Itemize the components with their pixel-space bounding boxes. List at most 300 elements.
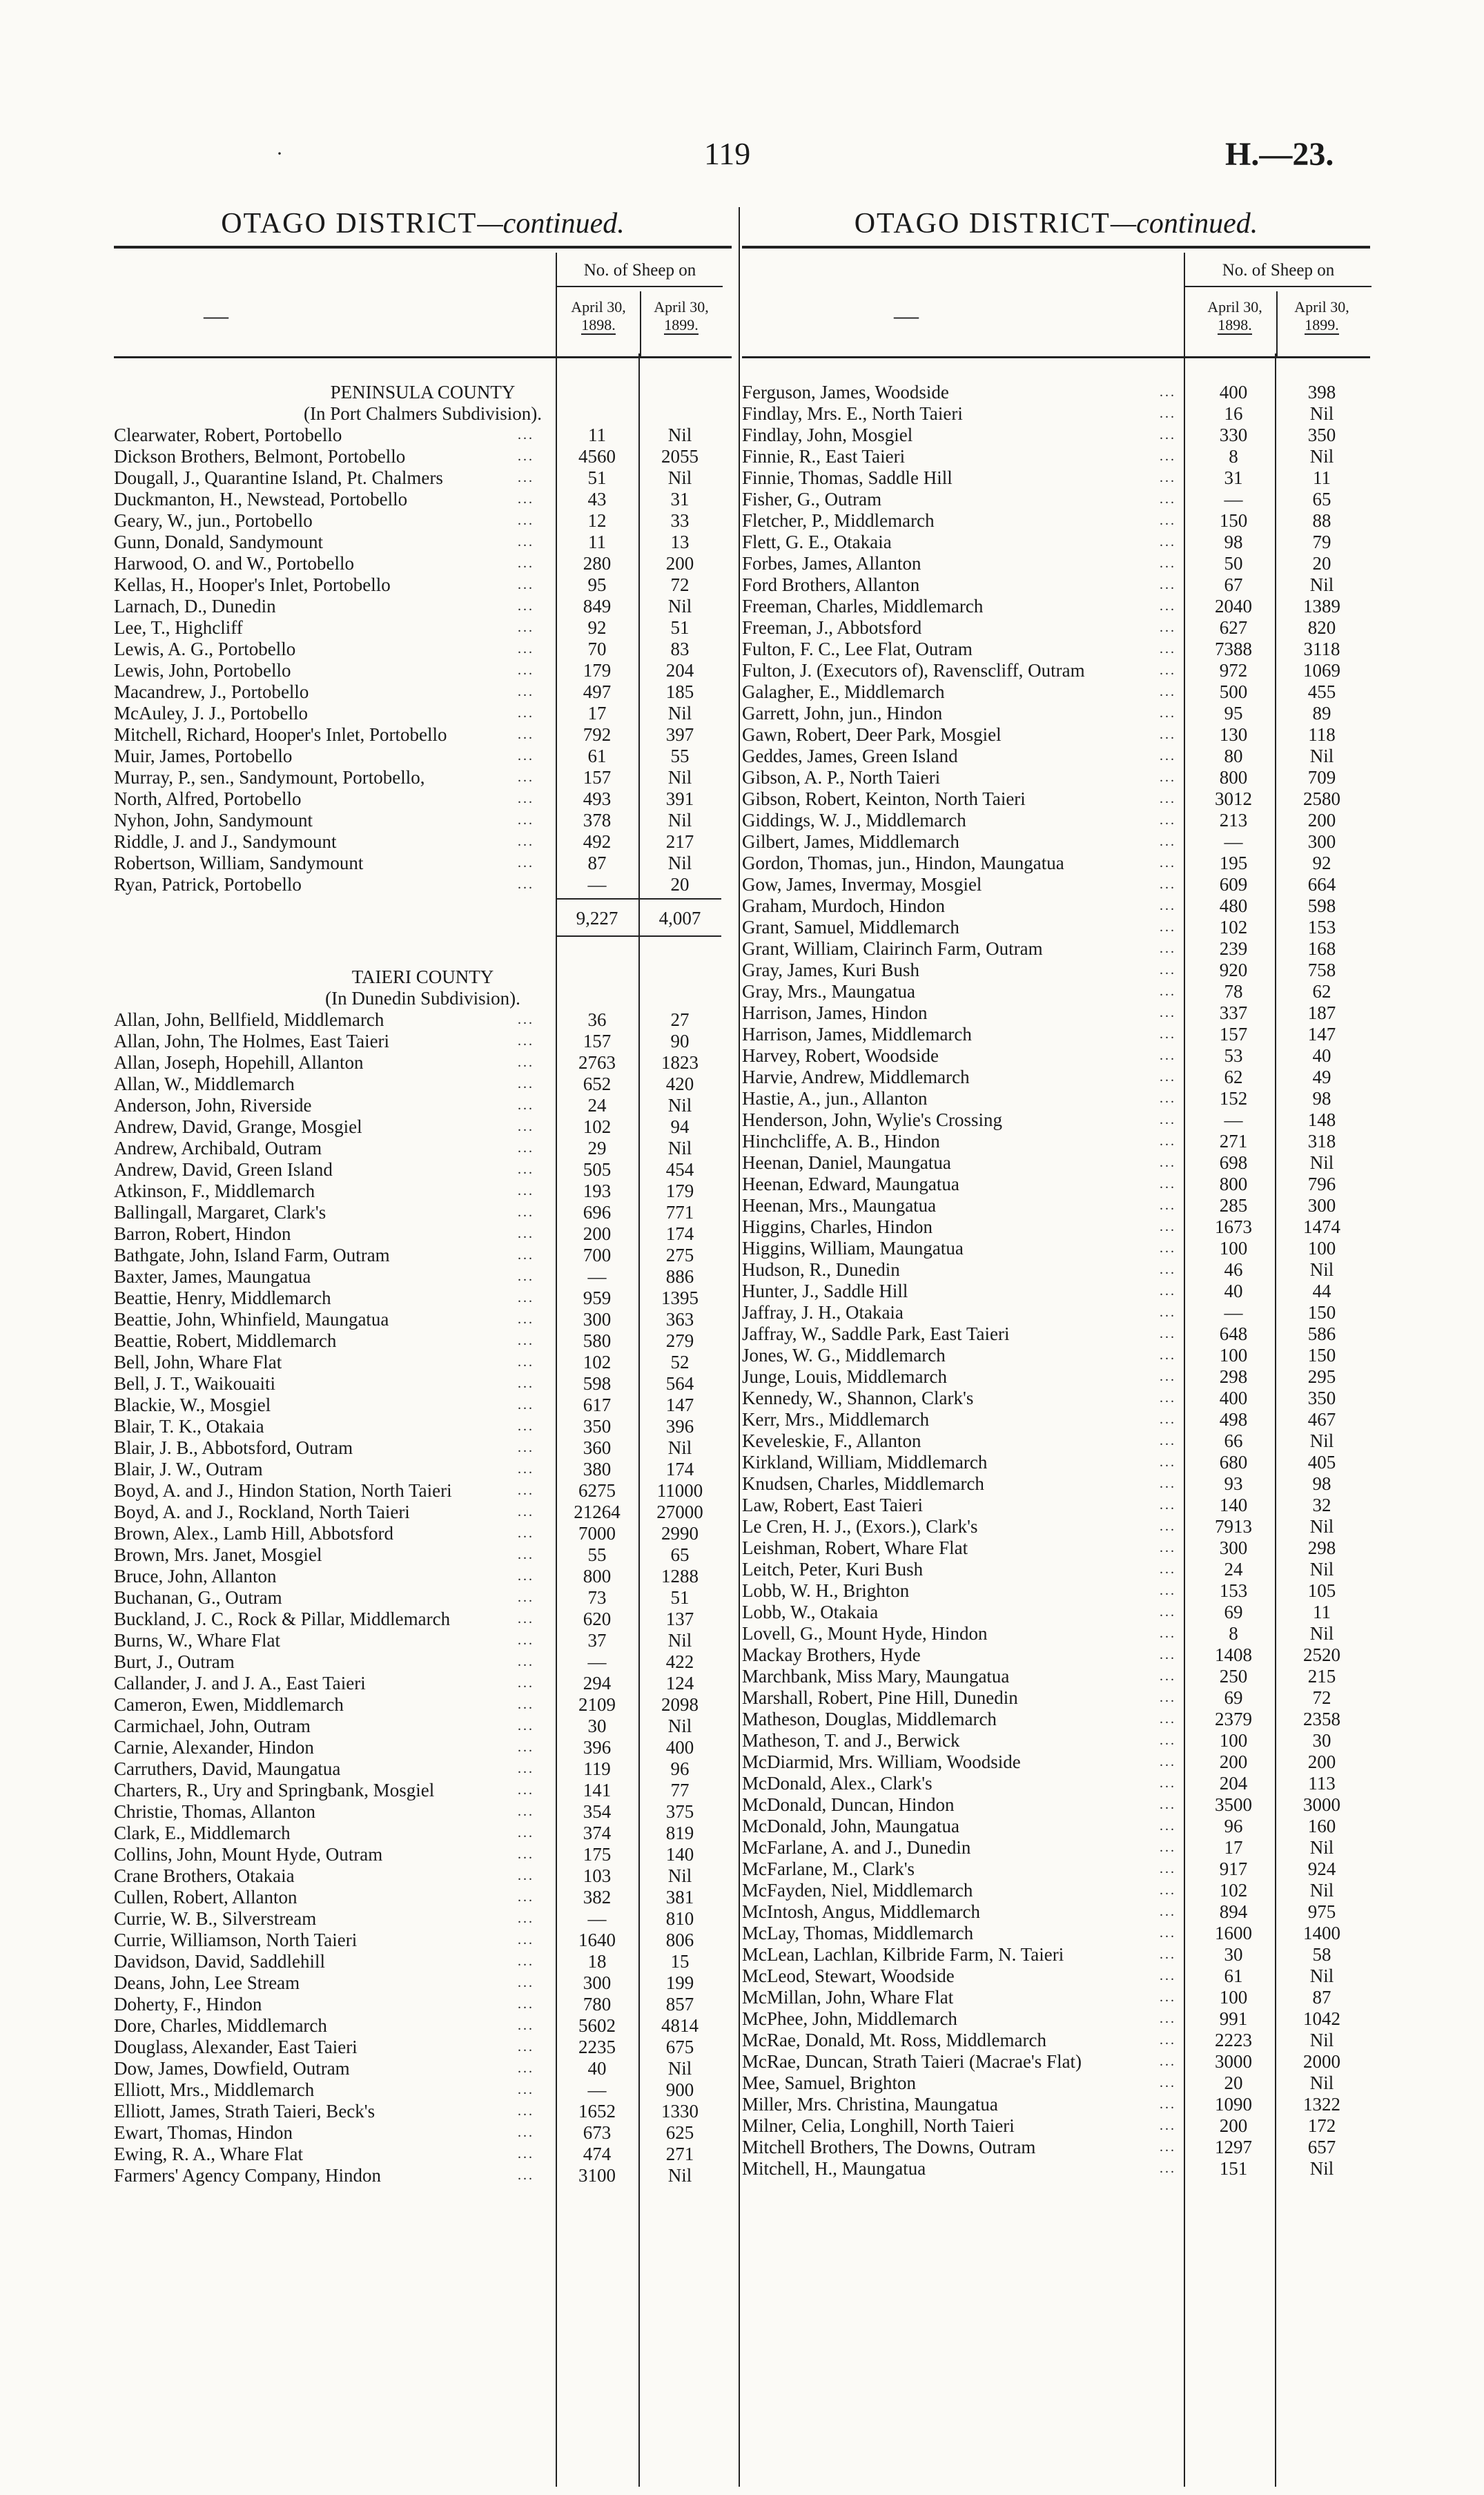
owner-name: Burt, J., Outram [114,1651,235,1672]
leader-dots: ... [518,1119,534,1134]
leader-dots: ... [1160,1155,1176,1170]
sheep-1898: 20 [1224,2072,1243,2093]
sheep-1899: Nil [1309,1516,1334,1537]
owner-name: Fulton, J. (Executors of), Ravenscliff, Outram [742,660,1085,681]
sheep-1899: 32 [1312,1495,1331,1515]
total-1899: 4,007 [658,908,701,929]
owner-name: Allan, Joseph, Hopehill, Allanton [114,1052,364,1073]
leader-dots: ... [1160,706,1176,721]
owner-name: Harvey, Robert, Woodside [742,1045,939,1066]
sheep-1898: 93 [1224,1473,1243,1494]
sheep-1899: Nil [1309,1430,1334,1451]
right-column [742,207,1370,2180]
leader-dots: ... [1160,813,1176,828]
owner-name: Marshall, Robert, Pine Hill, Dunedin [742,1687,1018,1708]
owner-name: Lewis, John, Portobello [114,660,291,681]
leader-dots: ... [1160,791,1176,806]
sheep-count-title: No. of Sheep on [557,261,723,287]
sheep-1899: Nil [667,1630,692,1651]
owner-name: Gibson, A. P., North Taieri [742,767,941,788]
leader-dots: ... [518,1526,534,1541]
sheep-1898: 298 [1219,1366,1248,1387]
sheep-1898: 280 [583,553,612,574]
sheep-1899: 300 [1307,831,1336,852]
leader-dots: ... [1160,1647,1176,1662]
sheep-1899: Nil [1309,446,1334,467]
sheep-1899: 79 [1312,532,1331,552]
sheep-1899: Nil [1309,1559,1334,1580]
owner-name: Blair, T. K., Otakaia [114,1416,264,1437]
sheep-1898: 80 [1224,746,1243,766]
sheep-1898: 2040 [1215,596,1252,617]
sheep-1898: 70 [587,639,607,659]
leader-dots: ... [518,1162,534,1177]
sheep-1898: 396 [583,1737,612,1758]
sheep-1899: 2520 [1303,1644,1340,1665]
owner-name: Grant, William, Clairinch Farm, Outram [742,938,1043,959]
sheep-1899: 200 [1307,1751,1336,1772]
leader-dots: ... [1160,2097,1176,2112]
owner-name: Heenan, Mrs., Maungatua [742,1195,937,1216]
sheep-1899: 11 [1313,1602,1331,1622]
sheep-1899: 467 [1307,1409,1336,1430]
leader-dots: ... [518,556,534,571]
owner-name: Fletcher, P., Middlemarch [742,510,935,531]
owner-name: Riddle, J. and J., Sandymount [114,831,337,852]
sheep-1899: 3118 [1303,639,1340,659]
owner-name: Gibson, Robert, Keinton, North Taieri [742,788,1026,809]
owner-name: Leitch, Peter, Kuri Bush [742,1559,924,1580]
leader-dots: ... [518,2039,534,2055]
sheep-1899: 92 [1312,853,1331,873]
owner-name: Ewing, R. A., Whare Flat [114,2144,303,2164]
sheep-1898: 46 [1224,1259,1243,1280]
sheep-1899: 2055 [661,446,699,467]
leader-dots: ... [1160,1669,1176,1684]
owner-name: Harvie, Andrew, Middlemarch [742,1067,970,1087]
leader-dots: ... [518,1847,534,1862]
sheep-1898: — [587,1908,607,1929]
sheep-1898: 294 [583,1673,612,1693]
sheep-1899: 147 [665,1395,694,1415]
sheep-1899: 381 [665,1887,694,1907]
leader-dots: ... [518,1333,534,1348]
sheep-1898: 1090 [1215,2094,1252,2115]
leader-dots: ... [518,1740,534,1755]
sheep-1898: 100 [1219,1730,1248,1751]
sheep-1899: 72 [670,574,690,595]
sheep-1899: 758 [1307,960,1336,980]
leader-dots: ... [1160,1326,1176,1341]
owner-name: Kennedy, W., Shannon, Clark's [742,1388,974,1408]
owner-name: Andrew, David, Green Island [114,1159,333,1180]
sheep-1898: 7000 [578,1523,616,1544]
leader-dots: ... [1160,1797,1176,1812]
sheep-1898: 193 [583,1181,612,1201]
leader-dots: ... [1160,385,1176,400]
sheep-1898: 18 [587,1951,607,1972]
leader-dots: ... [518,2082,534,2097]
sheep-1898: 374 [583,1823,612,1843]
sheep-1898: 95 [1224,703,1243,724]
sheep-1898: 680 [1219,1452,1248,1473]
sheep-1898: 66 [1224,1430,1243,1451]
sheep-1898: 213 [1219,810,1248,831]
sheep-1899: Nil [1309,574,1334,595]
sheep-1899: 33 [670,510,690,531]
sheep-1898: 102 [1219,1880,1248,1901]
col-1898-header: April 30, 1898. [571,298,626,333]
owner-name: Kirkland, William, Middlemarch [742,1452,988,1473]
owner-name: Matheson, Douglas, Middlemarch [742,1709,997,1729]
sheep-1899: Nil [1309,403,1334,424]
sheep-1898: 200 [583,1223,612,1244]
leader-dots: ... [518,1590,534,1605]
leader-dots: ... [1160,556,1176,571]
sheep-1898: 30 [1224,1944,1243,1965]
sheep-1898: 500 [1219,681,1248,702]
sheep-1899: 279 [665,1330,694,1351]
sheep-1898: 673 [583,2122,612,2143]
sheep-1899: Nil [667,596,692,617]
sheep-1898: 696 [583,1202,612,1223]
sheep-1899: Nil [667,1865,692,1886]
sheep-1898: 300 [583,1972,612,1993]
sheep-1898: 2223 [1215,2030,1252,2050]
owner-name: Mitchell, H., Maungatua [742,2158,926,2179]
owner-name: Andrew, David, Grange, Mosgiel [114,1116,362,1137]
sheep-1899: 363 [665,1309,694,1330]
leader-dots: ... [518,1761,534,1776]
sheep-1898: 175 [583,1844,612,1865]
owner-name: Mee, Samuel, Brighton [742,2072,916,2093]
sheep-1899: 2580 [1303,788,1340,809]
sheep-1898: 1297 [1215,2137,1252,2157]
leader-dots: ... [1160,1134,1176,1149]
owner-name: Collins, John, Mount Hyde, Outram [114,1844,383,1865]
leader-dots: ... [518,1483,534,1498]
sheep-1898: 150 [1219,510,1248,531]
owner-name: Farmers' Agency Company, Hindon [114,2165,382,2186]
owner-name: Marchbank, Miss Mary, Maungatua [742,1666,1010,1687]
owner-name: McDiarmid, Mrs. William, Woodside [742,1751,1021,1772]
owner-name: Fulton, F. C., Lee Flat, Outram [742,639,973,659]
owner-name: McRae, Donald, Mt. Ross, Middlemarch [742,2030,1046,2050]
leader-dots: ... [518,641,534,657]
owner-name: Higgins, William, Maungatua [742,1238,964,1259]
leader-dots: ... [518,599,534,614]
leader-dots: ... [518,834,534,849]
sheep-1899: 49 [1312,1067,1331,1087]
leader-dots: ... [1160,984,1176,999]
sheep-1898: — [587,1651,607,1672]
sheep-1898: 102 [1219,917,1248,938]
owner-name: Milner, Celia, Longhill, North Taieri [742,2115,1015,2136]
sheep-1899: 20 [670,874,690,895]
sheep-1898: 31 [1224,467,1243,488]
sheep-1899: 118 [1308,724,1336,745]
leader-dots: ... [1160,1583,1176,1598]
leader-dots: ... [518,813,534,828]
sheep-1898: 78 [1224,981,1243,1002]
leader-dots: ... [1160,1091,1176,1106]
leader-dots: ... [518,1611,534,1627]
sheep-1898: 2109 [578,1694,616,1715]
col-1898-header: April 30, 1898. [1207,298,1262,333]
leader-dots: ... [1160,1348,1176,1363]
leader-dots: ... [1160,2075,1176,2090]
leader-dots: ... [518,1697,534,1712]
sheep-1899: 200 [1307,810,1336,831]
sheep-1899: Nil [1309,1623,1334,1644]
sheep-1898: 620 [583,1609,612,1629]
leader-dots: ... [1160,1176,1176,1192]
leader-dots: ... [1160,1219,1176,1234]
leader-dots: ... [1160,1818,1176,1834]
sheep-1898: 698 [1219,1152,1248,1173]
sheep-1899: 15 [670,1951,690,1972]
right-column-title: OTAGO DISTRICT—continued. [854,208,1258,240]
leader-dots: ... [518,1312,534,1327]
sheep-1898: 98 [1224,532,1243,552]
leader-dots: ... [518,706,534,721]
leader-dots: ... [518,2146,534,2162]
leader-dots: ... [1160,877,1176,892]
owner-name: Kellas, H., Hooper's Inlet, Portobello [114,574,391,595]
sheep-1899: 819 [665,1823,694,1843]
sheep-1899: 150 [1307,1345,1336,1366]
sheep-1899: 1322 [1303,2094,1340,2115]
sheep-1898: 474 [583,2144,612,2164]
sheep-1899: 3000 [1303,1794,1340,1815]
sheep-1899: Nil [667,703,692,724]
owner-name: Carmichael, John, Outram [114,1716,311,1736]
owner-name: Leishman, Robert, Whare Flat [742,1537,968,1558]
leader-dots: ... [1160,1883,1176,1898]
sheep-1898: 380 [583,1459,612,1479]
sheep-1898: 598 [583,1373,612,1394]
owner-name: Cameron, Ewen, Middlemarch [114,1694,344,1715]
leader-dots: ... [1160,1433,1176,1448]
leader-dots: ... [1160,427,1176,443]
sheep-1899: 625 [665,2122,694,2143]
owner-name: Carnie, Alexander, Hindon [114,1737,314,1758]
owner-name: McFarlane, M., Clark's [742,1858,915,1879]
owner-name: McAuley, J. J., Portobello [114,703,308,724]
sheep-1899: 1389 [1303,596,1340,617]
sheep-1898: 800 [1219,1174,1248,1194]
leader-dots: ... [1160,1711,1176,1727]
leader-dots: ... [1160,1754,1176,1769]
leader-dots: ... [1160,2032,1176,2048]
leader-dots: ... [518,1397,534,1412]
sheep-1898: 119 [583,1758,611,1779]
owner-name: Ryan, Patrick, Portobello [114,874,302,895]
leader-dots: ... [1160,1198,1176,1213]
sheep-1898: 50 [1224,553,1243,574]
owner-name: Lobb, W. H., Brighton [742,1580,910,1601]
leader-dots: ... [1160,492,1176,507]
sheep-1899: 295 [1307,1366,1336,1387]
sheep-1899: 806 [665,1930,694,1950]
owner-name: Allan, W., Middlemarch [114,1074,295,1094]
leader-dots: ... [1160,1990,1176,2005]
leader-dots: ... [1160,1283,1176,1299]
sheep-1899: 664 [1307,874,1336,895]
sheep-1899: 148 [1307,1109,1336,1130]
sheep-1898: 62 [1224,1067,1243,1087]
sheep-1898: 73 [587,1587,607,1608]
sheep-1899: 83 [670,639,690,659]
sheep-1898: 337 [1219,1002,1248,1023]
leader-dots: ... [1160,1947,1176,1962]
leader-dots: ... [1160,920,1176,935]
sheep-1899: 598 [1307,895,1336,916]
sheep-1899: 1042 [1303,2008,1340,2029]
sheep-1898: 2763 [578,1052,616,1073]
sheep-1898: 382 [583,1887,612,1907]
sheep-1898: 24 [1224,1559,1243,1580]
owner-name: Freeman, J., Abbotsford [742,617,922,638]
leader-dots: ... [518,663,534,678]
leader-dots: ... [1160,1562,1176,1577]
leader-dots: ... [518,1654,534,1669]
sheep-1899: 271 [665,2144,694,2164]
leader-dots: ... [518,1033,534,1049]
sheep-1898: 61 [587,746,607,766]
leader-dots: ... [518,1783,534,1798]
owner-name: Baxter, James, Maungatua [114,1266,311,1287]
sheep-1899: 87 [1312,1987,1331,2008]
sheep-1898: 285 [1219,1195,1248,1216]
sheep-1898: 780 [583,1994,612,2015]
right-table-header [742,253,1370,358]
sheep-1899: 420 [665,1074,694,1094]
sheep-1898: 920 [1219,960,1248,980]
leader-dots: ... [1160,898,1176,913]
leader-dots: ... [1160,1925,1176,1941]
sheep-1899: 1288 [661,1566,699,1586]
owner-name: Murray, P., sen., Sandymount, Portobello, [114,767,425,788]
owner-name: Ewart, Thomas, Hindon [114,2122,293,2143]
sheep-1899: 820 [1307,617,1336,638]
owner-name: Currie, Williamson, North Taieri [114,1930,358,1950]
leader-dots: ... [1160,599,1176,614]
leader-dots: ... [518,1932,534,1948]
name-column-dash: — [204,302,228,329]
page-number: 119 [704,136,751,171]
owner-name: Buckland, J. C., Rock & Pillar, Middlemarch [114,1609,451,1629]
sheep-1898: 16 [1224,403,1243,424]
sheep-1898: — [587,1266,607,1287]
leader-dots: ... [1160,470,1176,485]
owner-name: Dougall, J., Quarantine Island, Pt. Chalmers [114,467,443,488]
owner-name: Jones, W. G., Middlemarch [742,1345,946,1366]
sheep-1899: Nil [1309,1837,1334,1858]
sheep-1899: 1474 [1303,1216,1340,1237]
sheep-1899: 150 [1307,1302,1336,1323]
sheep-1899: 709 [1307,767,1336,788]
owner-name: Doherty, F., Hindon [114,1994,262,2015]
sheep-1899: 215 [1307,1666,1336,1687]
sheep-1898: 102 [583,1352,612,1372]
sheep-1898: 792 [583,724,612,745]
sheep-1899: Nil [667,1716,692,1736]
sheep-1898: 1640 [578,1930,616,1950]
sheep-1899: 275 [665,1245,694,1265]
col-1899-header: April 30, 1899. [654,298,709,333]
sheep-1898: 152 [1219,1088,1248,1109]
section-subtitle: (In Port Chalmers Subdivision). [304,403,542,424]
leader-dots: ... [518,748,534,764]
leader-dots: ... [518,727,534,742]
sheep-1899: 140 [665,1844,694,1865]
sheep-1898: 6275 [578,1480,616,1501]
sheep-1899: 657 [1307,2137,1336,2157]
sheep-1899: 1823 [661,1052,699,1073]
leader-dots: ... [518,877,534,892]
sheep-1898: 3100 [578,2165,616,2186]
sheep-1898: 179 [583,660,612,681]
owner-name: McLay, Thomas, Middlemarch [742,1923,974,1943]
owner-name: Law, Robert, East Taieri [742,1495,924,1515]
sheep-1898: 7388 [1215,639,1252,659]
sheep-1899: 199 [665,1972,694,1993]
sheep-1899: 40 [1312,1045,1331,1066]
owner-name: Beattie, Henry, Middlemarch [114,1288,331,1308]
leader-dots: ... [1160,1626,1176,1641]
sheep-1899: 94 [670,1116,690,1137]
owner-name: Bell, J. T., Waikouaiti [114,1373,276,1394]
owner-name: Lovell, G., Mount Hyde, Hindon [742,1623,988,1644]
sheep-1898: 505 [583,1159,612,1180]
section-subtitle: (In Dunedin Subdivision). [325,988,520,1009]
owner-name: Miller, Mrs. Christina, Maungatua [742,2094,998,2115]
owner-name: Kerr, Mrs., Middlemarch [742,1409,930,1430]
leader-dots: ... [518,2061,534,2076]
leader-dots: ... [518,1290,534,1305]
sheep-1899: Nil [667,1437,692,1458]
sheep-1899: Nil [1309,746,1334,766]
owner-name: Giddings, W. J., Middlemarch [742,810,966,831]
sheep-1898: 354 [583,1801,612,1822]
owner-name: Finnie, R., East Taieri [742,446,906,467]
owner-name: Harrison, James, Hindon [742,1002,928,1023]
leader-dots: ... [1160,1690,1176,1705]
owner-name: Brown, Alex., Lamb Hill, Abbotsford [114,1523,393,1544]
leader-dots: ... [518,1890,534,1905]
sheep-1898: 350 [583,1416,612,1437]
owner-name: Blair, J. B., Abbotsford, Outram [114,1437,353,1458]
total-1898: 9,227 [576,908,618,929]
sheep-1898: 53 [1224,1045,1243,1066]
owner-name: Buchanan, G., Outram [114,1587,282,1608]
owner-name: McIntosh, Angus, Middlemarch [742,1901,980,1922]
sheep-1899: 350 [1307,425,1336,445]
leader-dots: ... [1160,1519,1176,1534]
sheep-1899: 2990 [661,1523,699,1544]
name-column-dash: — [894,302,919,329]
leader-dots: ... [1160,1733,1176,1748]
sheep-1899: 857 [665,1994,694,2015]
sheep-1899: 455 [1307,681,1336,702]
leader-dots: ... [1160,2139,1176,2155]
sheep-1898: 4560 [578,446,616,467]
sheep-1899: Nil [667,425,692,445]
sheep-1899: 11 [1313,467,1331,488]
sheep-1898: 400 [1219,382,1248,402]
leader-dots: ... [1160,406,1176,421]
